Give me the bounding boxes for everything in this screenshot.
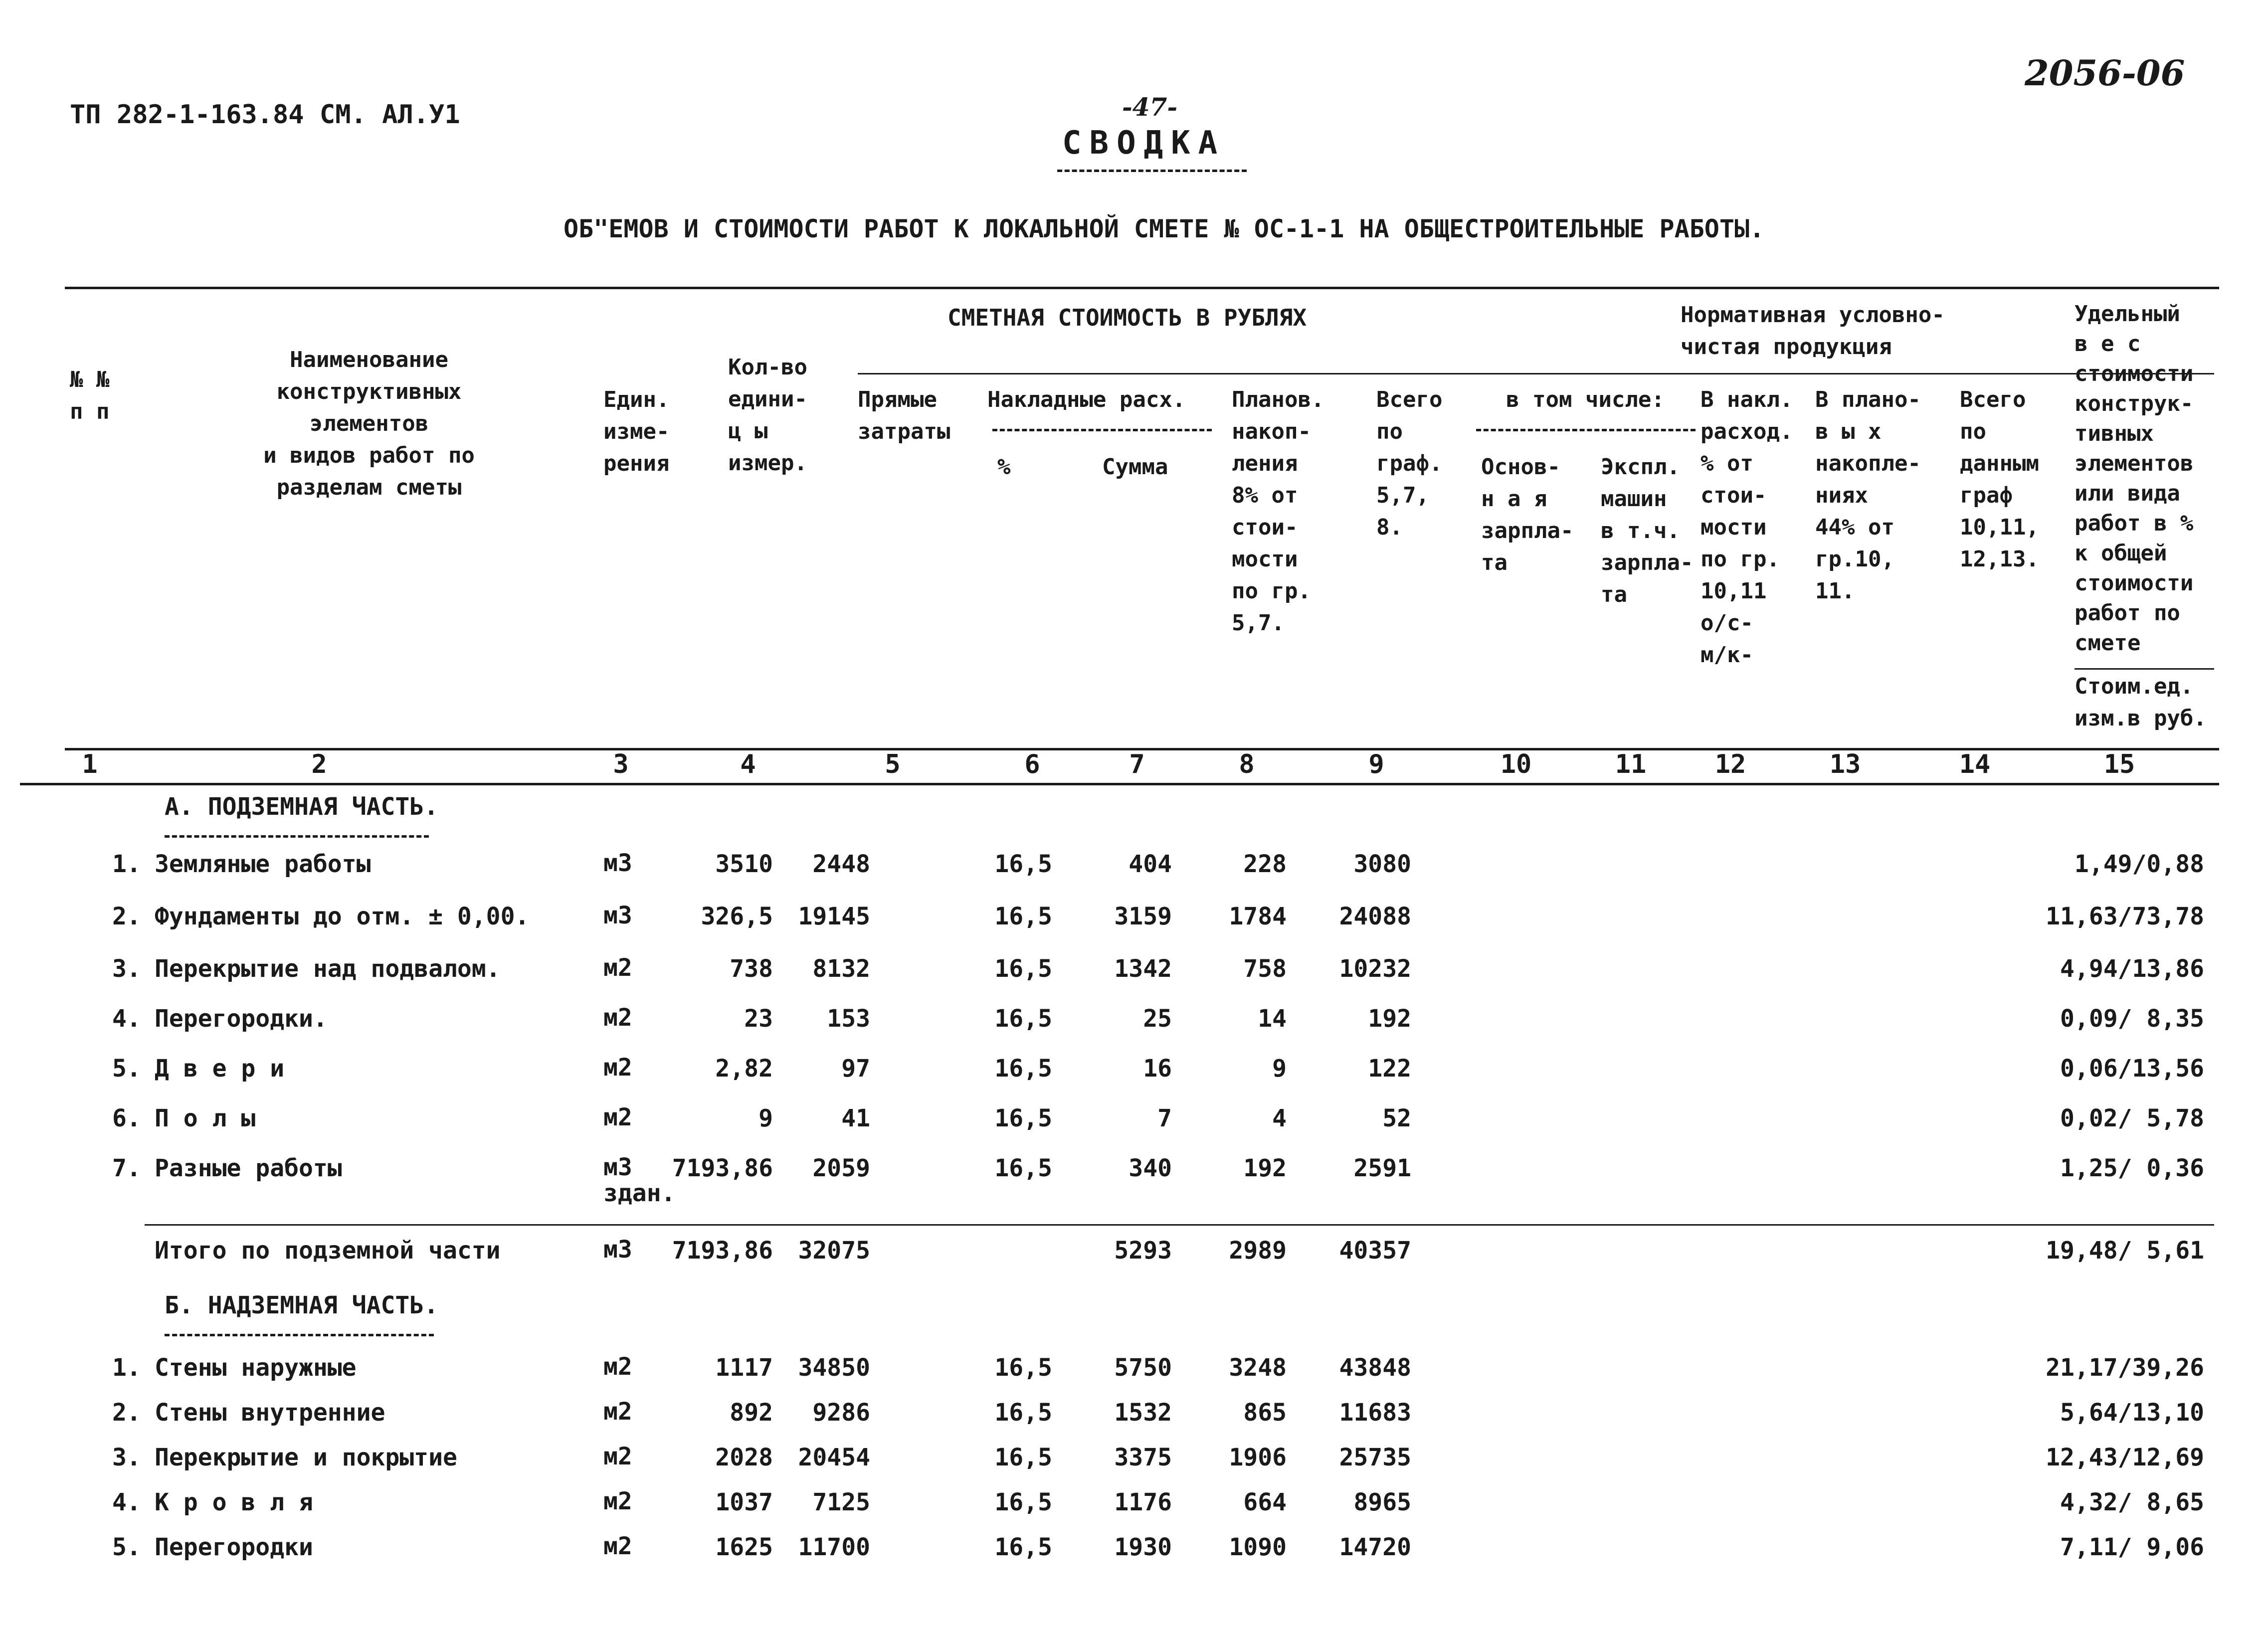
col-unit-header: Един. изме- рения (603, 387, 670, 476)
row-qty: 892 (730, 1399, 773, 1427)
section-b-title: Б. НАДЗЕМНАЯ ЧАСТЬ. (165, 1291, 439, 1319)
row-number: 6. (112, 1104, 141, 1132)
row-unit: м2 (603, 1353, 632, 1381)
section-a-underline (165, 835, 429, 838)
row-overhead-sum: 5750 (1114, 1354, 1172, 1382)
column-number-15: 15 (2103, 749, 2135, 779)
row-number: 3. (112, 1444, 141, 1471)
row-unit: м3 (603, 849, 632, 877)
col-machine-header: Экспл. машин в т.ч. зарпла- та (1601, 454, 1694, 607)
row-overhead-pct: 16,5 (994, 1533, 1052, 1561)
row-total: 52 (1382, 1104, 1411, 1132)
incl-dash (1476, 429, 1696, 431)
row-number: 7. (112, 1154, 141, 1182)
row-direct-cost: 34850 (798, 1354, 870, 1382)
row-overhead-pct: 16,5 (994, 850, 1052, 878)
column-number-2: 2 (311, 749, 327, 779)
row-name: Итого по подземной части (155, 1237, 501, 1265)
row-direct-cost: 32075 (798, 1237, 870, 1265)
title-underline (1057, 170, 1247, 172)
row-qty: 738 (730, 955, 773, 983)
row-share: 21,17/39,26 (2046, 1354, 2204, 1382)
row-name: Земляные работы (155, 850, 371, 878)
row-overhead-sum: 340 (1129, 1154, 1172, 1182)
row-share: 0,09/ 8,35 (2060, 1005, 2204, 1033)
row-qty: 23 (744, 1005, 773, 1033)
col-sum-header: Сумма (1102, 454, 1168, 480)
row-planned-savings: 664 (1243, 1488, 1287, 1516)
row-share: 4,32/ 8,65 (2060, 1488, 2204, 1516)
row-overhead-pct: 16,5 (994, 1444, 1052, 1471)
row-number: 4. (112, 1005, 141, 1033)
row-total: 10232 (1339, 955, 1411, 983)
header-group-rule (858, 373, 2174, 374)
col-pct-header: % (997, 454, 1011, 480)
column-number-5: 5 (885, 749, 901, 779)
row-qty: 1117 (715, 1354, 773, 1382)
document-title: СВОДКА (1062, 125, 1226, 162)
row-name: Разные работы (155, 1154, 342, 1182)
row-total: 8965 (1353, 1488, 1411, 1516)
row-direct-cost: 2448 (812, 850, 870, 878)
row-overhead-sum: 3375 (1114, 1444, 1172, 1471)
row-number: 2. (112, 1399, 141, 1427)
col-unit-cost-header: Стоим.ед. изм.в руб. (2075, 674, 2207, 731)
row-share: 0,02/ 5,78 (2060, 1104, 2204, 1132)
col-norm-plan-header: В плано- в ы х накопле- ниях 44% от гр.10, 11. (1815, 387, 1921, 604)
row-number: 5. (112, 1533, 141, 1561)
row-direct-cost: 9286 (812, 1399, 870, 1427)
column-number-13: 13 (1829, 749, 1861, 779)
row-name: К р о в л я (155, 1488, 313, 1516)
row-total: 3080 (1353, 850, 1411, 878)
col-total-header: Всего по граф. 5,7, 8. (1376, 387, 1443, 540)
row-number: 4. (112, 1488, 141, 1516)
row-planned-savings: 2989 (1229, 1237, 1287, 1265)
row-planned-savings: 9 (1272, 1055, 1287, 1083)
row-qty: 7193,86 (672, 1237, 773, 1265)
row-unit: м3 (603, 902, 632, 929)
row-share: 4,94/13,86 (2060, 955, 2204, 983)
column-number-10: 10 (1500, 749, 1532, 779)
row-unit: м2 (603, 954, 632, 982)
row-share: 19,48/ 5,61 (2046, 1237, 2204, 1265)
column-number-14: 14 (1959, 749, 1991, 779)
row-planned-savings: 228 (1243, 850, 1287, 878)
row-overhead-sum: 5293 (1114, 1237, 1172, 1265)
row-overhead-sum: 1930 (1114, 1533, 1172, 1561)
row-total: 24088 (1339, 903, 1411, 930)
section-b-underline (165, 1334, 434, 1336)
row-unit: м2 (603, 1532, 632, 1560)
row-planned-savings: 865 (1243, 1399, 1287, 1427)
row-direct-cost: 8132 (812, 955, 870, 983)
row-qty: 1625 (715, 1533, 773, 1561)
row-name: П о л ы (155, 1104, 256, 1132)
row-overhead-sum: 25 (1143, 1005, 1172, 1033)
row-unit: м2 (603, 1487, 632, 1515)
row-total: 11683 (1339, 1399, 1411, 1427)
row-number: 3. (112, 955, 141, 983)
row-overhead-pct: 16,5 (994, 955, 1052, 983)
column-number-3: 3 (613, 749, 629, 779)
row-planned-savings: 14 (1258, 1005, 1287, 1033)
row-total: 192 (1368, 1005, 1411, 1033)
row-overhead-sum: 16 (1143, 1055, 1172, 1083)
document-code: ТП 282-1-163.84 СМ. АЛ.У1 (70, 100, 460, 130)
column-number-9: 9 (1368, 749, 1384, 779)
row-name: Перекрытие над подвалом. (155, 955, 501, 983)
row-share: 0,06/13,56 (2060, 1055, 2204, 1083)
column-number-8: 8 (1239, 749, 1255, 779)
row-overhead-sum: 7 (1157, 1104, 1172, 1132)
row-share: 5,64/13,10 (2060, 1399, 2204, 1427)
row-direct-cost: 97 (841, 1055, 870, 1083)
row-direct-cost: 20454 (798, 1444, 870, 1471)
row-planned-savings: 192 (1243, 1154, 1287, 1182)
section-a-title: А. ПОДЗЕМНАЯ ЧАСТЬ. (165, 793, 439, 821)
row-overhead-pct: 16,5 (994, 1154, 1052, 1182)
row-total: 122 (1368, 1055, 1411, 1083)
row-qty: 7193,86 (672, 1154, 773, 1182)
col-norm-overhead-header: В накл. расход. % от стои- мости по гр. 10,11 о/с- м/к- (1701, 387, 1793, 668)
row-overhead-pct: 16,5 (994, 1488, 1052, 1516)
row-share: 1,49/0,88 (2074, 850, 2204, 878)
row-share: 12,43/12,69 (2046, 1444, 2204, 1471)
row-overhead-sum: 1176 (1114, 1488, 1172, 1516)
row-planned-savings: 4 (1272, 1104, 1287, 1132)
row-overhead-pct: 16,5 (994, 1005, 1052, 1033)
row-overhead-pct: 16,5 (994, 1399, 1052, 1427)
table-top-rule (65, 287, 2219, 289)
row-total: 43848 (1339, 1354, 1411, 1382)
col-direct-header: Прямые затраты (858, 387, 950, 444)
row-direct-cost: 41 (841, 1104, 870, 1132)
row-number: 5. (112, 1055, 141, 1083)
row-planned-savings: 1906 (1229, 1444, 1287, 1471)
numbers-bottom-rule (20, 783, 2219, 785)
row-overhead-sum: 404 (1129, 850, 1172, 878)
column-number-7: 7 (1129, 749, 1145, 779)
row-total: 2591 (1353, 1154, 1411, 1182)
row-name: Фундаменты до отм. ± 0,00. (155, 903, 530, 930)
document-subtitle: ОБ"ЕМОВ И СТОИМОСТИ РАБОТ К ЛОКАЛЬНОЙ СМЕТЕ № ОС-1-1 НА ОБЩЕСТРОИТЕЛЬНЫЕ РАБОТЫ. (564, 214, 1765, 243)
row-direct-cost: 7125 (812, 1488, 870, 1516)
cost-group-header: СМЕТНАЯ СТОИМОСТЬ В РУБЛЯХ (947, 304, 1307, 331)
row-planned-savings: 1784 (1229, 903, 1287, 930)
row-direct-cost: 11700 (798, 1533, 870, 1561)
row-overhead-sum: 3159 (1114, 903, 1172, 930)
col-share-header: Удельный в е с стоимости конструк- тивных элементов или вида работ в % к общей стоимости работ по смете (2075, 301, 2194, 656)
row-total: 14720 (1339, 1533, 1411, 1561)
row-qty: 2028 (715, 1444, 773, 1471)
row-unit: м3 здан. (603, 1153, 676, 1207)
row-name: Д в е р и (155, 1055, 285, 1083)
row-name: Перекрытие и покрытие (155, 1444, 457, 1471)
row-overhead-pct: 16,5 (994, 1354, 1052, 1382)
row-overhead-pct: 16,5 (994, 1104, 1052, 1132)
col-qty-header: Кол-во едини- ц ы измер. (728, 355, 807, 476)
row-share: 7,11/ 9,06 (2060, 1533, 2204, 1561)
row-unit: м2 (603, 1054, 632, 1082)
row-qty: 3510 (715, 850, 773, 878)
row-qty: 9 (758, 1104, 773, 1132)
overhead-group-header: Накладные расх. (987, 387, 1186, 412)
row-overhead-sum: 1532 (1114, 1399, 1172, 1427)
row-qty: 326,5 (701, 903, 773, 930)
c15-sep (2075, 668, 2214, 670)
row-name: Перегородки. (155, 1005, 328, 1033)
row-direct-cost: 153 (827, 1005, 870, 1033)
row-number: 2. (112, 903, 141, 930)
row-unit: м2 (603, 1004, 632, 1032)
row-number: 1. (112, 1354, 141, 1382)
row-overhead-pct: 16,5 (994, 903, 1052, 930)
overhead-dash (992, 429, 1212, 431)
row-total: 25735 (1339, 1444, 1411, 1471)
row-share: 1,25/ 0,36 (2060, 1154, 2204, 1182)
page-number: -47- (1122, 92, 1178, 122)
row-name: Стены внутренние (155, 1399, 385, 1427)
column-number-1: 1 (82, 749, 98, 779)
row-unit: м2 (603, 1103, 632, 1131)
column-number-6: 6 (1024, 749, 1040, 779)
column-number-11: 11 (1615, 749, 1647, 779)
row-qty: 1037 (715, 1488, 773, 1516)
row-total: 40357 (1339, 1237, 1411, 1265)
row-planned-savings: 758 (1243, 955, 1287, 983)
row-unit: м2 (603, 1398, 632, 1426)
row-name: Стены наружные (155, 1354, 357, 1382)
column-number-12: 12 (1714, 749, 1746, 779)
norm-group-header: Нормативная условно- чистая продукция (1681, 302, 1945, 360)
col-wage-header: Основ- н а я зарпла- та (1481, 454, 1574, 575)
col-name-header: Наименование конструктивных элементов и видов работ по разделам сметы (263, 347, 475, 500)
archive-number: 2056-06 (2025, 52, 2185, 94)
row-direct-cost: 2059 (812, 1154, 870, 1182)
row-direct-cost: 19145 (798, 903, 870, 930)
row-name: Перегородки (155, 1533, 313, 1561)
col-plan-header: Планов. накоп- ления 8% от стои- мости по гр. 5,7. (1232, 387, 1324, 636)
subtotal-rule (145, 1224, 2214, 1226)
row-planned-savings: 1090 (1229, 1533, 1287, 1561)
row-qty: 2,82 (715, 1055, 773, 1083)
row-unit: м3 (603, 1236, 632, 1264)
incl-group-header: в том числе: (1506, 387, 1665, 412)
col-norm-total-header: Всего по данным граф 10,11, 12,13. (1960, 387, 2039, 572)
row-overhead-pct: 16,5 (994, 1055, 1052, 1083)
row-planned-savings: 3248 (1229, 1354, 1287, 1382)
row-overhead-sum: 1342 (1114, 955, 1172, 983)
row-share: 11,63/73,78 (2046, 903, 2204, 930)
col-number-header: № № п п (70, 367, 110, 424)
column-number-4: 4 (740, 749, 756, 779)
row-unit: м2 (603, 1443, 632, 1470)
row-number: 1. (112, 850, 141, 878)
